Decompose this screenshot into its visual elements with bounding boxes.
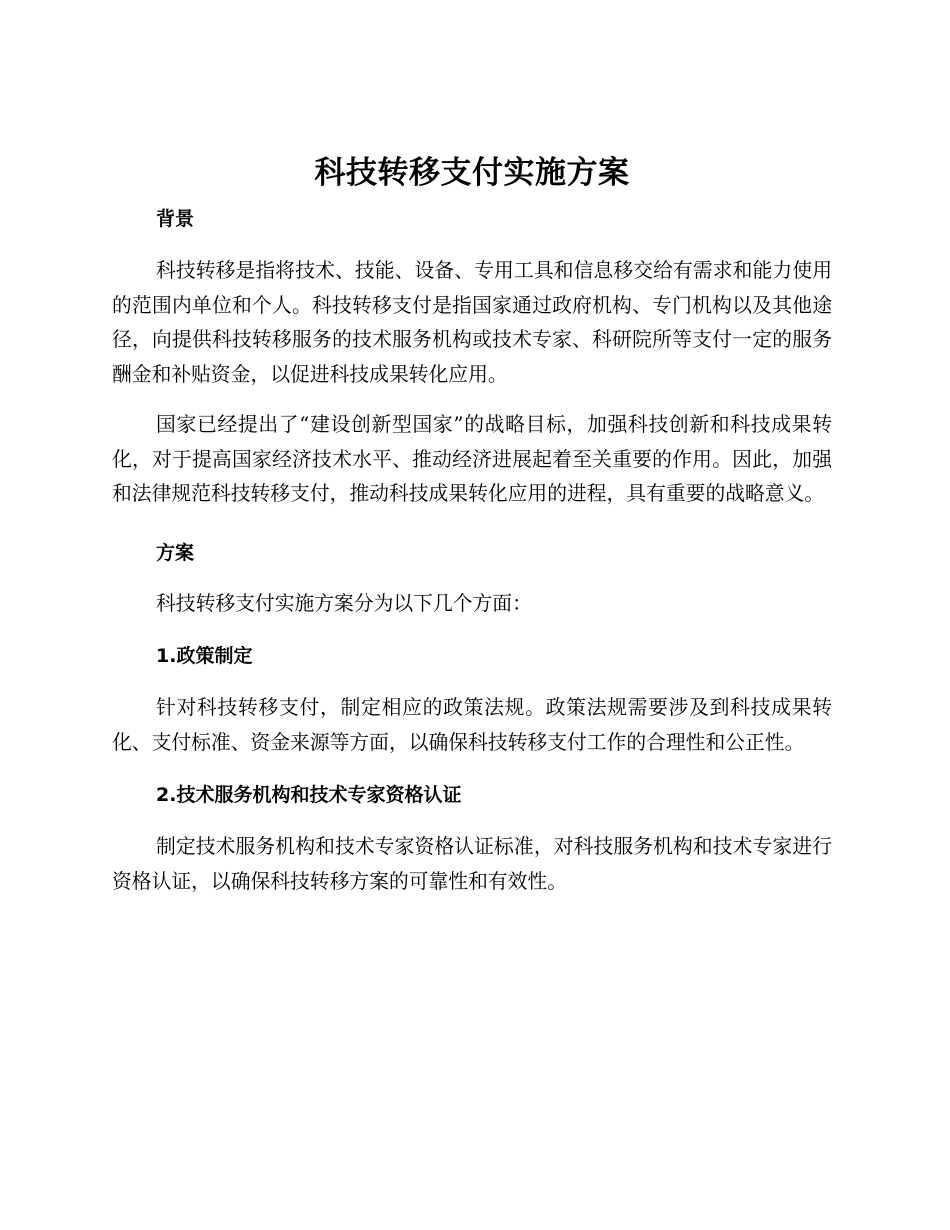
paragraph-background-1: 科技转移是指将技术、技能、设备、专用工具和信息移交给有需求和能力使用的范围内单位和个人。科技转移支付是指国家通过政府机构、专门机构以及其他途径，向提供科技转移服务的技术服务机构或技术专家、科研院所等支付一定的服务酬金和补贴资金，以促进科技成果转化应用。 [112,259,832,386]
paragraph-plan-intro: 科技转移支付实施方案分为以下几个方面： [156,591,532,615]
document-page [112,150,832,899]
document-title: 科技转移支付实施方案 [314,155,630,191]
paragraph-policy-making: 针对科技转移支付，制定相应的政策法规。政策法规需要涉及到科技成果转化、支付标准、资金来源等方面，以确保科技转移支付工作的合理性和公正性。 [112,696,832,754]
paragraph-qualification-certification: 制定技术服务机构和技术专家资格认证标准，对科技服务机构和技术专家进行资格认证，以确保科技转移方案的可靠性和有效性。 [112,835,832,893]
subheading-policy-making: 1.政策制定 [156,645,253,667]
paragraph-background-2: 国家已经提出了“建设创新型国家”的战略目标，加强科技创新和科技成果转化，对于提高国家经济技术水平、推动经济进展起着至关重要的作用。因此，加强和法律规范科技转移支付，推动科技成果转化应用的进程，具有重要的战略意义。 [112,413,832,505]
section-heading-background: 背景 [156,208,195,230]
subheading-qualification-certification: 2.技术服务机构和技术专家资格认证 [156,784,462,806]
section-heading-plan: 方案 [156,541,195,564]
